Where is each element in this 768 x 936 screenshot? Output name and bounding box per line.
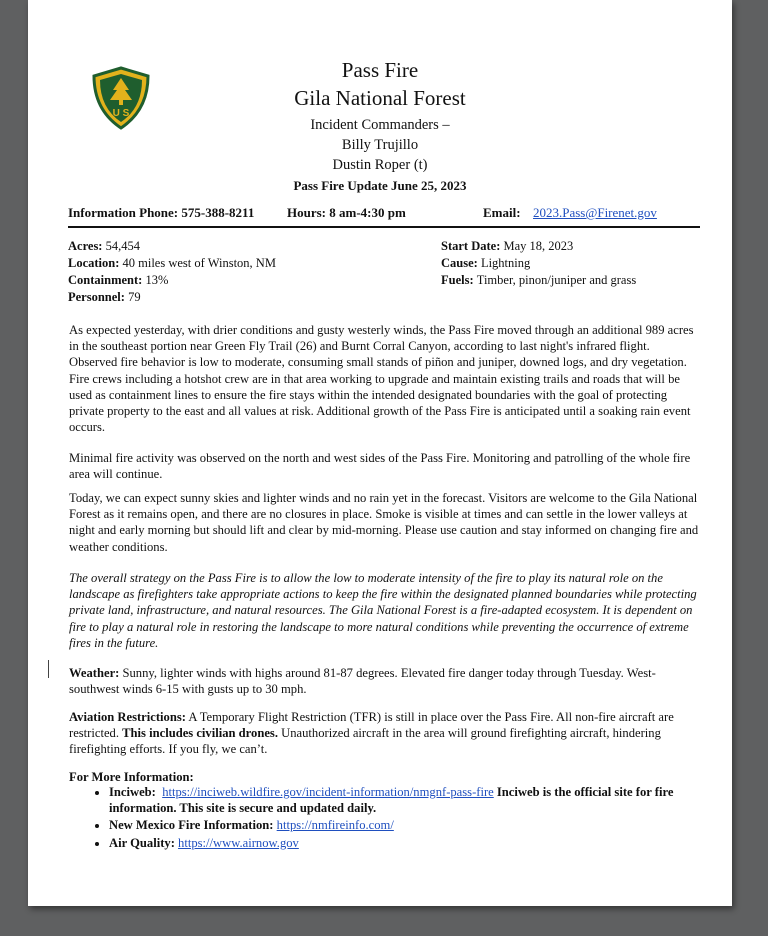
inciweb-link[interactable]: https://inciweb.wildfire.gov/incident-information/nmgnf-pass-fire	[162, 785, 494, 799]
list-item	[109, 817, 719, 833]
nmfireinfo-link[interactable]: https://nmfireinfo.com/	[276, 818, 394, 833]
commander-name: Dustin Roper (t)	[332, 157, 428, 173]
airnow-link[interactable]: https://www.airnow.gov	[178, 835, 299, 850]
more-info-heading: For More Information:	[69, 770, 194, 784]
fact-value: 13%	[145, 273, 169, 287]
fact-value: 40 miles west of Winston, NM	[122, 256, 276, 270]
item-note: Inciweb is the official site for fire information. This site is secure and updated daily.	[109, 785, 674, 816]
fact-location	[68, 256, 276, 271]
update-date: Pass Fire Update June 25, 2023	[293, 178, 467, 193]
fact-value: Lightning	[480, 256, 531, 270]
fact-personnel	[68, 290, 141, 305]
list-item	[109, 835, 719, 851]
info-hours: Hours: 8 am-4:30 pm	[287, 205, 406, 220]
aviation-text: Unauthorized aircraft in the area will ground firefighting aircraft, hindering firefighting efforts. If you fly, we can’t.	[69, 726, 661, 757]
paragraph-aviation	[69, 709, 699, 758]
fact-label: Containment:	[68, 273, 143, 287]
info-email-link	[533, 205, 657, 221]
forest-name: Gila National Forest	[294, 86, 466, 110]
paragraph-update: As expected yesterday, with drier conditions and gusty westerly winds, the Pass Fire moved through an additional 989 acres in the southeast portion near Green Fly Trail (26) and Burnt Corral Canyon, according to last night's infrared flight. Observed fire behavior is low to moderate, consuming small stands of piñon and juniper, downed logs, and dry vegetation. Fire crews including a hotshot crew are in that area working to upgrade and maintain existing trails and roads that will be used as containment lines to ensure the fire stays within the intended designated boundaries with the goal of protecting private property to the east and all values at risk. Additional growth of the Pass Fire is anticipated until a soaking rain event occurs.	[69, 323, 694, 435]
aviation-label: Aviation Restrictions:	[69, 710, 186, 724]
fact-cause	[441, 256, 530, 271]
text-cursor	[48, 660, 49, 678]
info-phone: Information Phone: 575-388-8211	[68, 205, 255, 220]
fact-value: 54,454	[105, 239, 140, 253]
paragraph-weather	[69, 665, 699, 697]
fact-acres	[68, 239, 140, 254]
more-info-list	[85, 784, 719, 852]
list-item	[109, 784, 719, 816]
fact-label: Cause:	[441, 256, 478, 270]
fact-value: May 18, 2023	[503, 239, 574, 253]
document-page	[28, 0, 732, 906]
fact-value: 79	[128, 290, 141, 304]
item-label: New Mexico Fire Information:	[109, 818, 274, 833]
fact-containment	[68, 273, 168, 288]
fact-label: Personnel:	[68, 290, 125, 304]
fact-label: Start Date:	[441, 239, 501, 253]
weather-text: Sunny, lighter winds with highs around 81-87 degrees. Elevated fire danger today through Tuesday. West-southwest winds 6-15 with gusts up to 30 mph.	[69, 666, 656, 697]
commander-name: Billy Trujillo	[341, 137, 419, 153]
svg-text:U S: U S	[112, 108, 130, 119]
info-email-label: Email:	[483, 205, 521, 220]
item-label: Inciweb:	[109, 785, 156, 799]
fact-label: Fuels:	[441, 273, 474, 287]
document-title: Pass Fire	[341, 58, 419, 82]
fact-start-date	[441, 239, 573, 254]
paragraph-strategy: The overall strategy on the Pass Fire is to allow the low to moderate intensity of the fire to play its natural role on the landscape as firefighters take appropriate actions to keep the fire within the designated planned boundaries while protecting private land, infrastructure, and natural resources. The Gila National Forest is a fire-adapted ecosystem. It is dependent on fire to play a natural role in restoring the landscape to more natural conditions while preventing the occurrence of extreme fires in the future.	[69, 571, 697, 650]
fact-value: Timber, pinon/juniper and grass	[476, 273, 637, 287]
divider	[68, 226, 700, 228]
paragraph-forecast: Today, we can expect sunny skies and lighter winds and no rain yet in the forecast. Visitors are welcome to the Gila National Forest as it remains open, and there are no closures in place. Smoke is visible at times and can settle in the lower valleys at night and early morning but should lift and clear by mid-morning. Please use caution and stay informed on changing fire and weather conditions.	[69, 491, 699, 554]
email-link[interactable]: 2023.Pass@Firenet.gov	[533, 205, 657, 220]
commanders-label: Incident Commanders –	[310, 117, 450, 133]
fact-label: Acres:	[68, 239, 103, 253]
weather-label: Weather:	[69, 666, 120, 680]
aviation-drones-note: This includes civilian drones.	[122, 726, 278, 741]
item-label: Air Quality:	[109, 835, 175, 850]
aviation-text: A Temporary Flight Restriction (TFR) is still in place over the Pass Fire. All non-fire aircraft are restricted.	[69, 710, 674, 741]
fact-fuels	[441, 273, 636, 288]
fact-label: Location:	[68, 256, 120, 270]
paragraph-activity: Minimal fire activity was observed on the north and west sides of the Pass Fire. Monitoring and patrolling of the whole fire area will continue.	[69, 451, 691, 482]
